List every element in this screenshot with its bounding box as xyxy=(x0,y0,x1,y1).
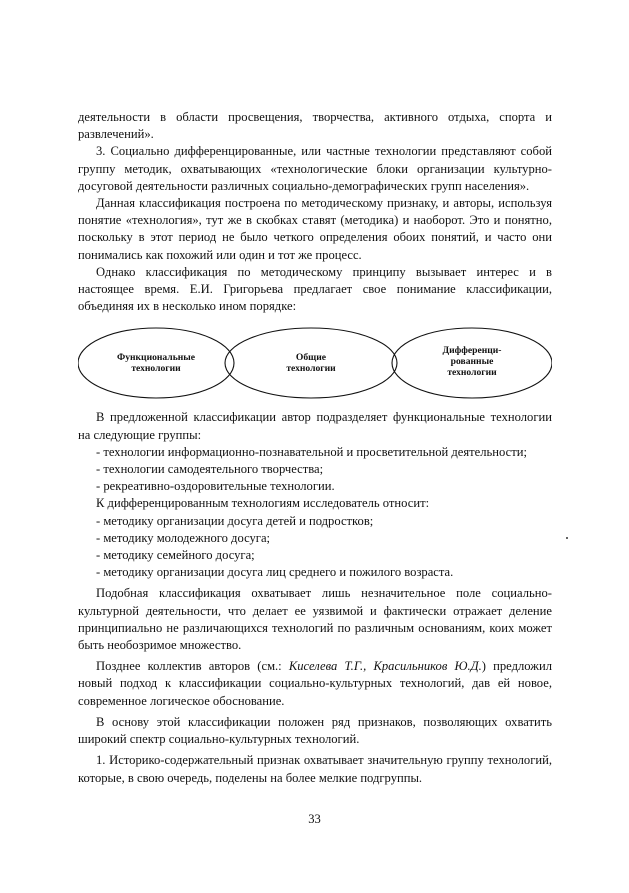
list-item: - методику семейного досуга; xyxy=(96,548,255,563)
list-item: - технологии информационно-познавательной и просветительной деятельности; xyxy=(96,444,527,459)
classification-diagram xyxy=(78,325,552,401)
list-item: - методику организации досуга лиц среднего и пожилого возраста. xyxy=(96,565,454,580)
node-line: Функциональные xyxy=(116,352,196,364)
node-line: Дифференци- xyxy=(442,345,502,357)
paragraph: В предложенной классификации автор подразделяет функциональные технологии на следующие группы: xyxy=(78,410,552,442)
scan-speck xyxy=(566,537,568,539)
paragraph: В основу этой классификации положен ряд признаков, позволяющих охватить широкий спектр социально-культурных технологий. xyxy=(78,714,552,747)
page-number: 33 xyxy=(308,812,321,826)
paragraph: Данная классификация построена по методическому признаку, и авторы, используя понятие «технология», тут же в скобках ставят (методика) и наоборот. Это и понятно, поскольку в этот период не было четкого определения обоих понятий, и часто они понимались как похожий или один и тот же процесс. xyxy=(78,196,552,262)
list-item: - методику молодежного досуга; xyxy=(96,530,271,545)
node-line: рованные xyxy=(450,356,494,368)
list-item: - методику организации досуга детей и подростков; xyxy=(96,513,374,528)
list-item: - технологии самодеятельного творчества; xyxy=(96,462,324,477)
node-functional xyxy=(88,352,224,374)
node-line: технологии xyxy=(447,367,497,379)
authors-italic: Киселева Т.Г., Красильников Ю.Д. xyxy=(288,659,482,674)
paragraph: К дифференцированным технологиям исследователь относит: xyxy=(96,496,430,511)
node-line: технологии xyxy=(286,363,336,375)
paragraph: Однако классификация по методическому принципу вызывает интерес и в настоящее время. Е.И. Григорьева предлагает свое понимание классификации, объединяя их в несколько ином порядке: xyxy=(78,264,552,314)
authors-text-after: ) предложил новый подход к классификации социально-культурных технологий, дав ей новое, современное логическое обоснование. xyxy=(78,659,553,708)
node-line: технологии xyxy=(131,363,181,375)
authors-text-before: Позднее коллектив авторов (см.: xyxy=(96,659,289,674)
paragraph: 1. Историко-содержательный признак охватывает значительную группу технологий, которые, в свою очередь, поделены на более мелкие подгруппы. xyxy=(78,753,552,785)
paragraph-authors xyxy=(78,658,552,710)
page-body xyxy=(78,109,552,787)
paragraph: 3. Социально дифференцированные, или частные технологии представляют собой группу методик, охватывающих «технологические блоки организации культурно-досуговой деятельности различных социально-демографических групп населения». xyxy=(78,144,552,193)
node-differentiated xyxy=(408,345,536,378)
paragraph: деятельности в области просвещения, творчества, активного отдыха, спорта и развлечений». xyxy=(78,110,552,142)
list-item: - рекреативно-оздоровительные технологии. xyxy=(96,479,335,494)
node-line: Общие xyxy=(295,352,327,364)
paragraph: Подобная классификация охватывает лишь незначительное поле социально-культурной деятельности, что делает ее уязвимой и фактически отражает деление принципиально не различающихся технологий по различным основаниям, коих может быть необозримое множество. xyxy=(78,586,552,653)
node-general xyxy=(251,352,371,374)
